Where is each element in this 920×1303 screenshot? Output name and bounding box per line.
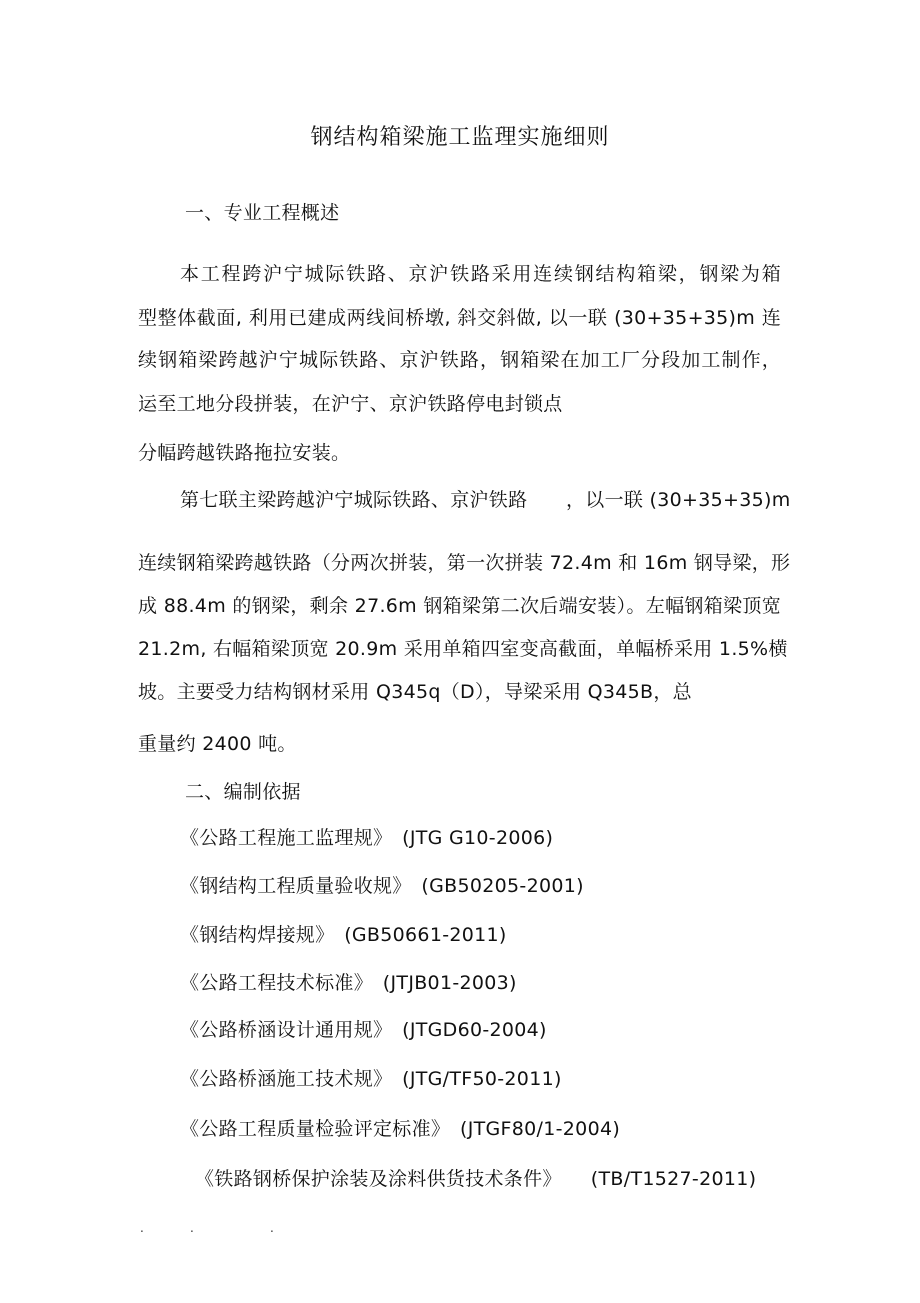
reference-item: 《公路工程技术标准》 (JTJB01-2003) — [180, 972, 517, 994]
reference-item: 《公路桥涵设计通用规》 (JTGD60-2004) — [180, 1019, 547, 1041]
paragraph-line: 运至工地分段拼装，在沪宁、京沪铁路停电封锁点 — [138, 393, 563, 415]
footer-dot: . — [140, 1221, 144, 1235]
paragraph-line: 成 88.4m 的钢梁，剩余 27.6m 钢箱梁第二次后端安装）。左幅钢箱梁顶宽 — [138, 595, 781, 617]
reference-item: 《公路工程质量检验评定标准》 (JTGF80/1-2004) — [180, 1118, 621, 1140]
footer-dot: . — [270, 1221, 274, 1235]
page-title: 钢结构箱梁施工监理实施细则 — [310, 125, 610, 150]
paragraph-line: 第七联主梁跨越沪宁城际铁路、京沪铁路 ，以一联 (30+35+35)m — [180, 489, 791, 511]
paragraph-line: 坡。主要受力结构钢材采用 Q345q（D），导梁采用 Q345B，总 — [138, 681, 692, 703]
reference-item: 《公路工程施工监理规》 (JTG G10-2006) — [180, 827, 554, 849]
paragraph-line: 重量约 2400 吨。 — [138, 733, 297, 755]
paragraph-line: 分幅跨越铁路拖拉安装。 — [138, 442, 351, 464]
paragraph-line: 型整体截面, 利用已建成两线间桥墩, 斜交斜做, 以一联 (30+35+35)m 连 — [138, 307, 781, 329]
paragraph-line: 续钢箱梁跨越沪宁城际铁路、京沪铁路，钢箱梁在加工厂分段加工制作， — [138, 349, 781, 371]
section-heading: 二、编制依据 — [185, 781, 301, 803]
paragraph-line: 连续钢箱梁跨越铁路（分两次拼装，第一次拼装 72.4m 和 16m 钢导梁，形 — [138, 552, 791, 574]
reference-item: 《公路桥涵施工技术规》 (JTG/TF50-2011) — [180, 1068, 562, 1090]
reference-item: 《铁路钢桥保护涂装及涂料供货技术条件》 (TB/T1527-2011) — [195, 1168, 757, 1190]
paragraph-line: 21.2m, 右幅箱梁顶宽 20.9m 采用单箱四室变高截面，单幅桥采用 1.5%横 — [138, 638, 788, 660]
reference-item: 《钢结构工程质量验收规》 (GB50205-2001) — [180, 875, 584, 897]
section-heading: 一、专业工程概述 — [185, 202, 340, 224]
footer-dot: . — [190, 1221, 194, 1235]
reference-item: 《钢结构焊接规》 (GB50661-2011) — [180, 924, 507, 946]
paragraph-line: 本工程跨沪宁城际铁路、京沪铁路采用连续钢结构箱梁，钢梁为箱 — [180, 263, 781, 285]
